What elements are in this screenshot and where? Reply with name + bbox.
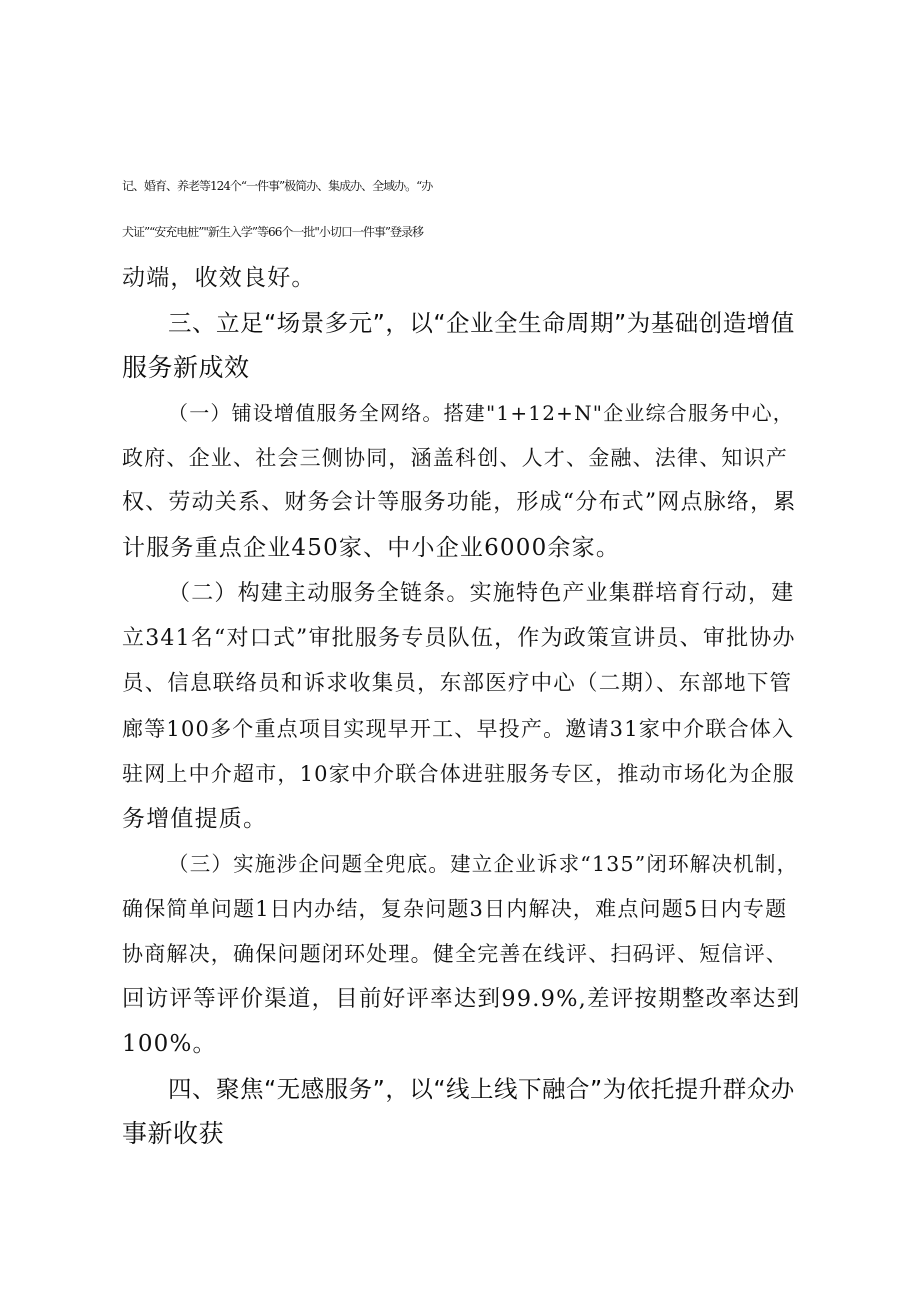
paragraph-line: 权、劳动关系、财务会计等服务功能，形成“分布式”网点脉络，累 — [122, 490, 797, 515]
section-heading-4: 四、聚焦“无感服务”，以“线上线下融合”为依托提升群众办 — [168, 1075, 795, 1103]
paragraph-line: （三）实施涉企问题全兜底。建立企业诉求“135”闭环解决机制， — [168, 852, 799, 876]
paragraph-line: 记、婚育、养老等124个“一件事”极简办、集成办、全域办。“办 — [122, 179, 433, 193]
paragraph-line: 确保简单问题1日内办结，复杂问题3日内解决，难点问题5日内专题 — [122, 897, 788, 921]
paragraph-line: 100%。 — [122, 1031, 217, 1057]
paragraph-line: 务增值提质。 — [122, 806, 268, 832]
paragraph-line: 动端，收效良好。 — [122, 265, 316, 291]
paragraph-line: 廊等100多个重点项目实现早开工、早投产。邀请31家中介联合体入 — [122, 717, 795, 741]
paragraph-line: 计服务重点企业450家、中小企业6000余家。 — [122, 535, 621, 561]
paragraph-line: 回访评等评价渠道，目前好评率达到99.9%,差评按期整改率达到 — [122, 986, 801, 1012]
paragraph-line: 员、信息联络员和诉求收集员，东部医疗中心（二期）、东部地下管 — [122, 671, 793, 696]
paragraph-line: 政府、企业、社会三侧协同，涵盖科创、人才、金融、法律、知识产 — [122, 446, 788, 470]
paragraph-line: （二）构建主动服务全链条。实施特色产业集群培育行动，建 — [168, 581, 795, 606]
paragraph-line: 立341名“对口式”审批服务专员队伍，作为政策宣讲员、审批协办 — [122, 626, 796, 651]
section-heading-3: 三、立足“场景多元”，以“企业全生命周期”为基础创造增值 — [168, 309, 795, 337]
section-heading-4-cont: 事新收获 — [122, 1119, 225, 1148]
section-heading-3-cont: 服务新成效 — [122, 353, 250, 382]
paragraph-line: 犬证”“安充电桩”"新生入学”等66个一批"小切口一件事”登录移 — [122, 225, 423, 239]
paragraph-line: 协商解决，确保问题闭环处理。健全完善在线评、扫码评、短信评、 — [122, 942, 788, 966]
paragraph-line: （一）铺设增值服务全网络。搭建"1+12+N"企业综合服务中心， — [168, 401, 794, 425]
paragraph-line: 驻网上中介超市，10家中介联合体进驻服务专区，推动市场化为企服 — [122, 762, 795, 786]
